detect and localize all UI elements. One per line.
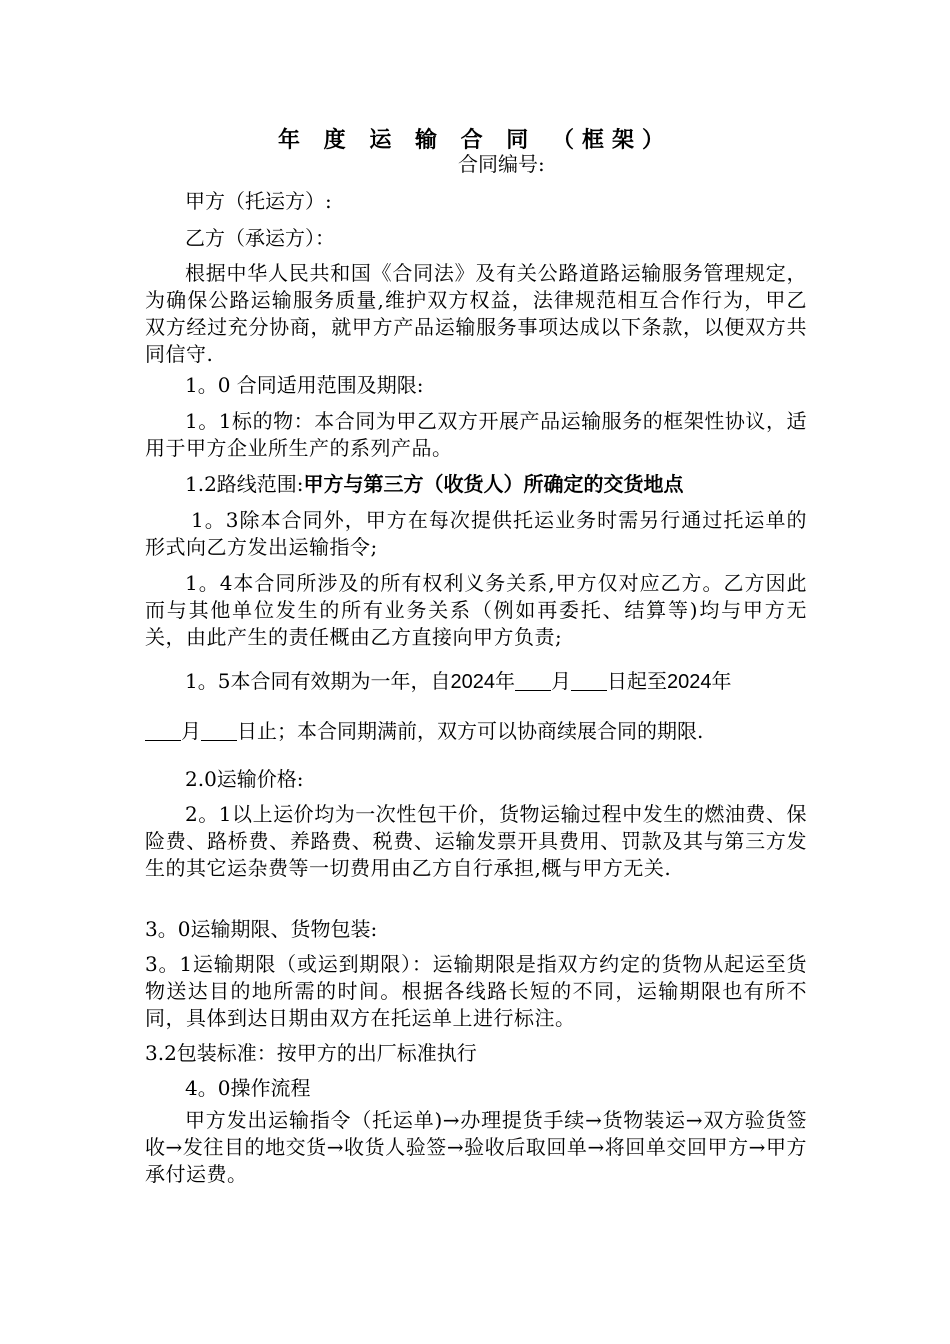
start-day-blank	[571, 670, 607, 691]
end-year: 2024	[666, 671, 712, 693]
document-title: 年 度 运 输 合 同 （框架）	[278, 128, 672, 153]
intro-paragraph: 根据中华人民共和国《合同法》及有关公路道路运输服务管理规定，为确保公路运输服务质量,维护双方权益，法律规范相互合作行为，甲乙双方经过充分协商，就甲方产品运输服务事项达成以下条款，以便双方共同信守.	[145, 261, 807, 366]
clause-1-1: 1。1标的物：本合同为甲乙双方开展产品运输服务的框架性协议，适用于甲方企业所生产的系列产品。	[145, 409, 807, 460]
clause-3-1: 3。1运输期限（或运到期限）：运输期限是指双方约定的货物从起运至货物送达目的地所需的时间。根据各线路长短的不同，运输期限也有所不同，具体到达日期由双方在托运单上进行标注。	[145, 952, 807, 1030]
party-a-line: 甲方（托运方）:	[185, 189, 332, 213]
year-unit-1: 年	[494, 669, 515, 693]
month-unit-2: 月	[181, 719, 201, 743]
start-year: 2024	[450, 671, 495, 693]
clause-2-1: 2。1以上运价均为一次性包干价，货物运输过程中发生的燃油费、保险费、路桥费、养路费、税费、运输发票开具费用、罚款及其与第三方发生的其它运杂费等一切费用由乙方自行承担,概与甲方无关.	[145, 802, 807, 880]
clause-1-5-line-1	[185, 668, 850, 695]
year-unit-2: 年	[711, 669, 732, 693]
section-1-0-heading: 1。0 合同适用范围及期限:	[185, 373, 424, 397]
start-month-blank	[515, 670, 551, 691]
clause-1-5-end: 日止；本合同期满前，双方可以协商续展合同的期限.	[237, 719, 704, 743]
clause-1-5-start: 1。5本合同有效期为一年，自	[185, 669, 451, 693]
contract-number-label: 合同编号:	[458, 152, 545, 176]
day-until-text: 日起至	[606, 669, 667, 693]
clause-1-3: 1。3除本合同外，甲方在每次提供托运业务时需另行通过托运单的形式向乙方发出运输指令;	[145, 508, 807, 559]
operation-flow-paragraph: 甲方发出运输指令（托运单)→办理提货手续→货物装运→双方验货签收→发往目的地交货→收货人验签→验收后取回单→将回单交回甲方→甲方承付运费。	[145, 1108, 807, 1186]
section-4-0-heading: 4。0操作流程	[185, 1076, 311, 1100]
section-3-0-heading: 3。0运输期限、货物包装:	[145, 917, 378, 941]
clause-1-4: 1。4本合同所涉及的所有权利义务关系,甲方仅对应乙方。乙方因此而与其他单位发生的所有业务关系（例如再委托、结算等)均与甲方无关，由此产生的责任概由乙方直接向甲方负责;	[145, 571, 807, 649]
party-b-line: 乙方（承运方）：	[185, 226, 335, 250]
section-2-0-heading: 2.0运输价格:	[185, 767, 304, 791]
clause-3-2: 3.2包装标准：按甲方的出厂标准执行	[145, 1041, 477, 1065]
clause-1-2-bold-text: 甲方与第三方（收货人）所确定的交货地点	[303, 472, 684, 496]
end-month-blank	[145, 720, 181, 741]
end-day-blank	[201, 720, 237, 741]
clause-1-5-line-2	[145, 718, 810, 744]
clause-1-2	[185, 471, 850, 497]
clause-1-2-label: 1.2路线范围:	[185, 472, 304, 496]
month-unit-1: 月	[550, 669, 571, 693]
